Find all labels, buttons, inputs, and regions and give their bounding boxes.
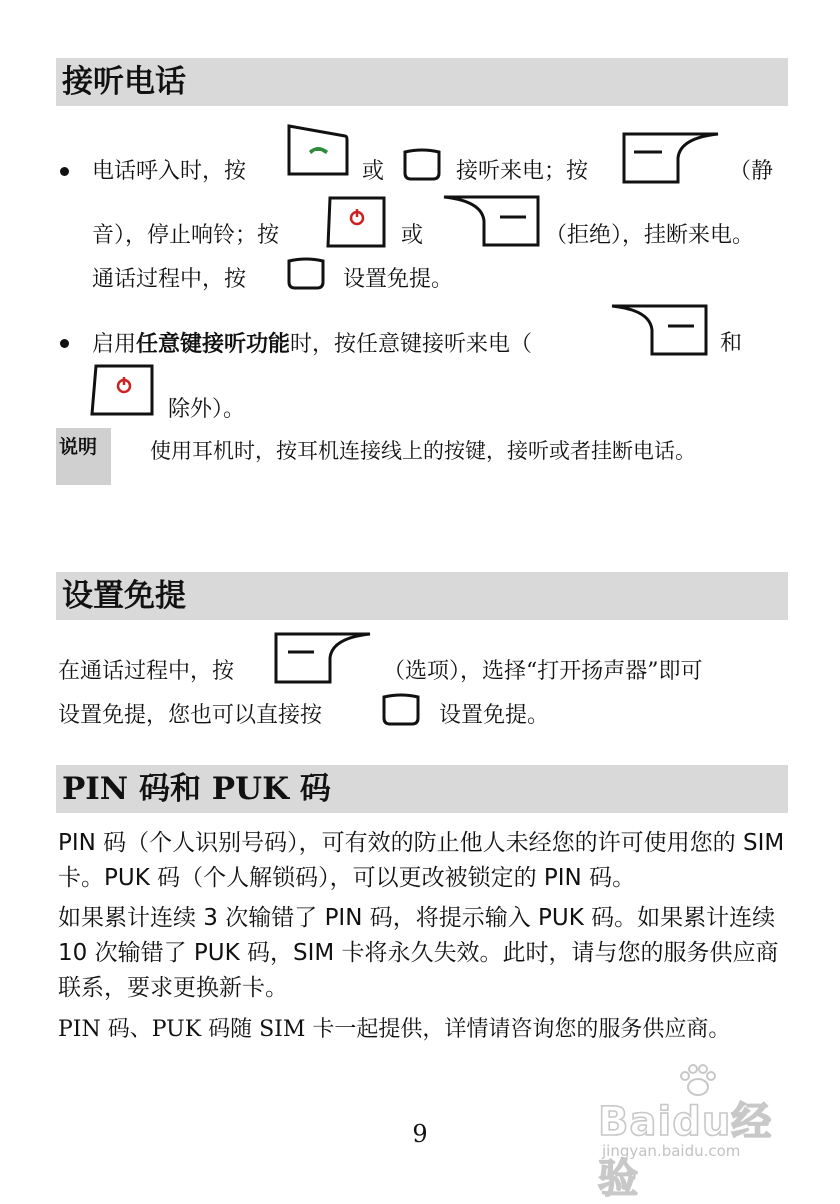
right-softkey-icon: [622, 130, 720, 186]
text: 启用: [92, 332, 137, 357]
section-title: 设置免提: [62, 578, 186, 614]
paragraph: PIN 码（个人识别号码），可有效的防止他人未经您的许可使用您的 SIM 卡。PUK 码（个人解锁码），可以更改被锁定的 PIN 码。: [58, 830, 785, 891]
bullet: [60, 167, 69, 176]
text: （静: [729, 159, 774, 184]
watermark: [590, 1062, 800, 1202]
text: 设置免提，您也可以直接按: [58, 703, 323, 728]
text: 或: [401, 223, 424, 248]
feature-name: 任意键接听功能: [136, 331, 291, 357]
center-key-icon: [382, 692, 420, 726]
text: 设置免提。: [439, 703, 550, 728]
end-key-icon: [326, 196, 386, 250]
left-softkey-icon: [610, 302, 708, 358]
center-key-icon: [287, 256, 325, 290]
text: 除外）。: [168, 397, 246, 422]
text: 设置免提。: [343, 267, 454, 292]
text: 和: [720, 331, 743, 356]
right-softkey-icon: [274, 630, 372, 686]
paragraph: 如果累计连续 3 次输错了 PIN 码，将提示输入 PUK 码。如果累计连续 10 次输错了 PUK 码，SIM 卡将永久失效。此时，请与您的服务供应商联系，要求更换新卡。: [58, 905, 779, 1001]
text: 音），停止响铃；按: [92, 223, 280, 248]
section-header-answer-call: [56, 58, 788, 106]
section-title: PIN 码和 PUK 码: [62, 771, 331, 807]
text: 或: [362, 159, 385, 184]
note-label-text: 说明: [59, 436, 98, 458]
section-header-pin-puk: [56, 765, 788, 813]
note-label: [56, 428, 111, 485]
text: 通话过程中，按: [92, 267, 247, 292]
call-key-icon: [287, 124, 349, 178]
text: （选项），选择“打开扬声器”即可: [383, 659, 703, 684]
page-number: 9: [412, 1120, 428, 1148]
text: 电话呼入时，按: [92, 159, 247, 184]
watermark-brand: Baidu经验: [598, 1099, 773, 1202]
text: 接听来电；按: [456, 159, 589, 184]
watermark-url: jingyan.baidu.com: [602, 1142, 741, 1160]
left-softkey-icon: [442, 193, 540, 249]
paragraph: PIN 码、PUK 码随 SIM 卡一起提供，详情请咨询您的服务供应商。: [58, 1017, 731, 1042]
section-title: 接听电话: [62, 64, 186, 100]
text: 时，按任意键接听来电（: [290, 332, 533, 357]
bullet: [60, 339, 69, 348]
end-key-icon: [90, 364, 154, 418]
text: 在通话过程中，按: [58, 659, 235, 684]
text: （拒绝），挂断来电。: [545, 223, 755, 248]
note-text: 使用耳机时，按耳机连接线上的按键，接听或者挂断电话。: [150, 439, 696, 463]
text: [92, 330, 532, 359]
section-header-handsfree: [56, 572, 788, 620]
center-key-icon: [403, 147, 441, 181]
